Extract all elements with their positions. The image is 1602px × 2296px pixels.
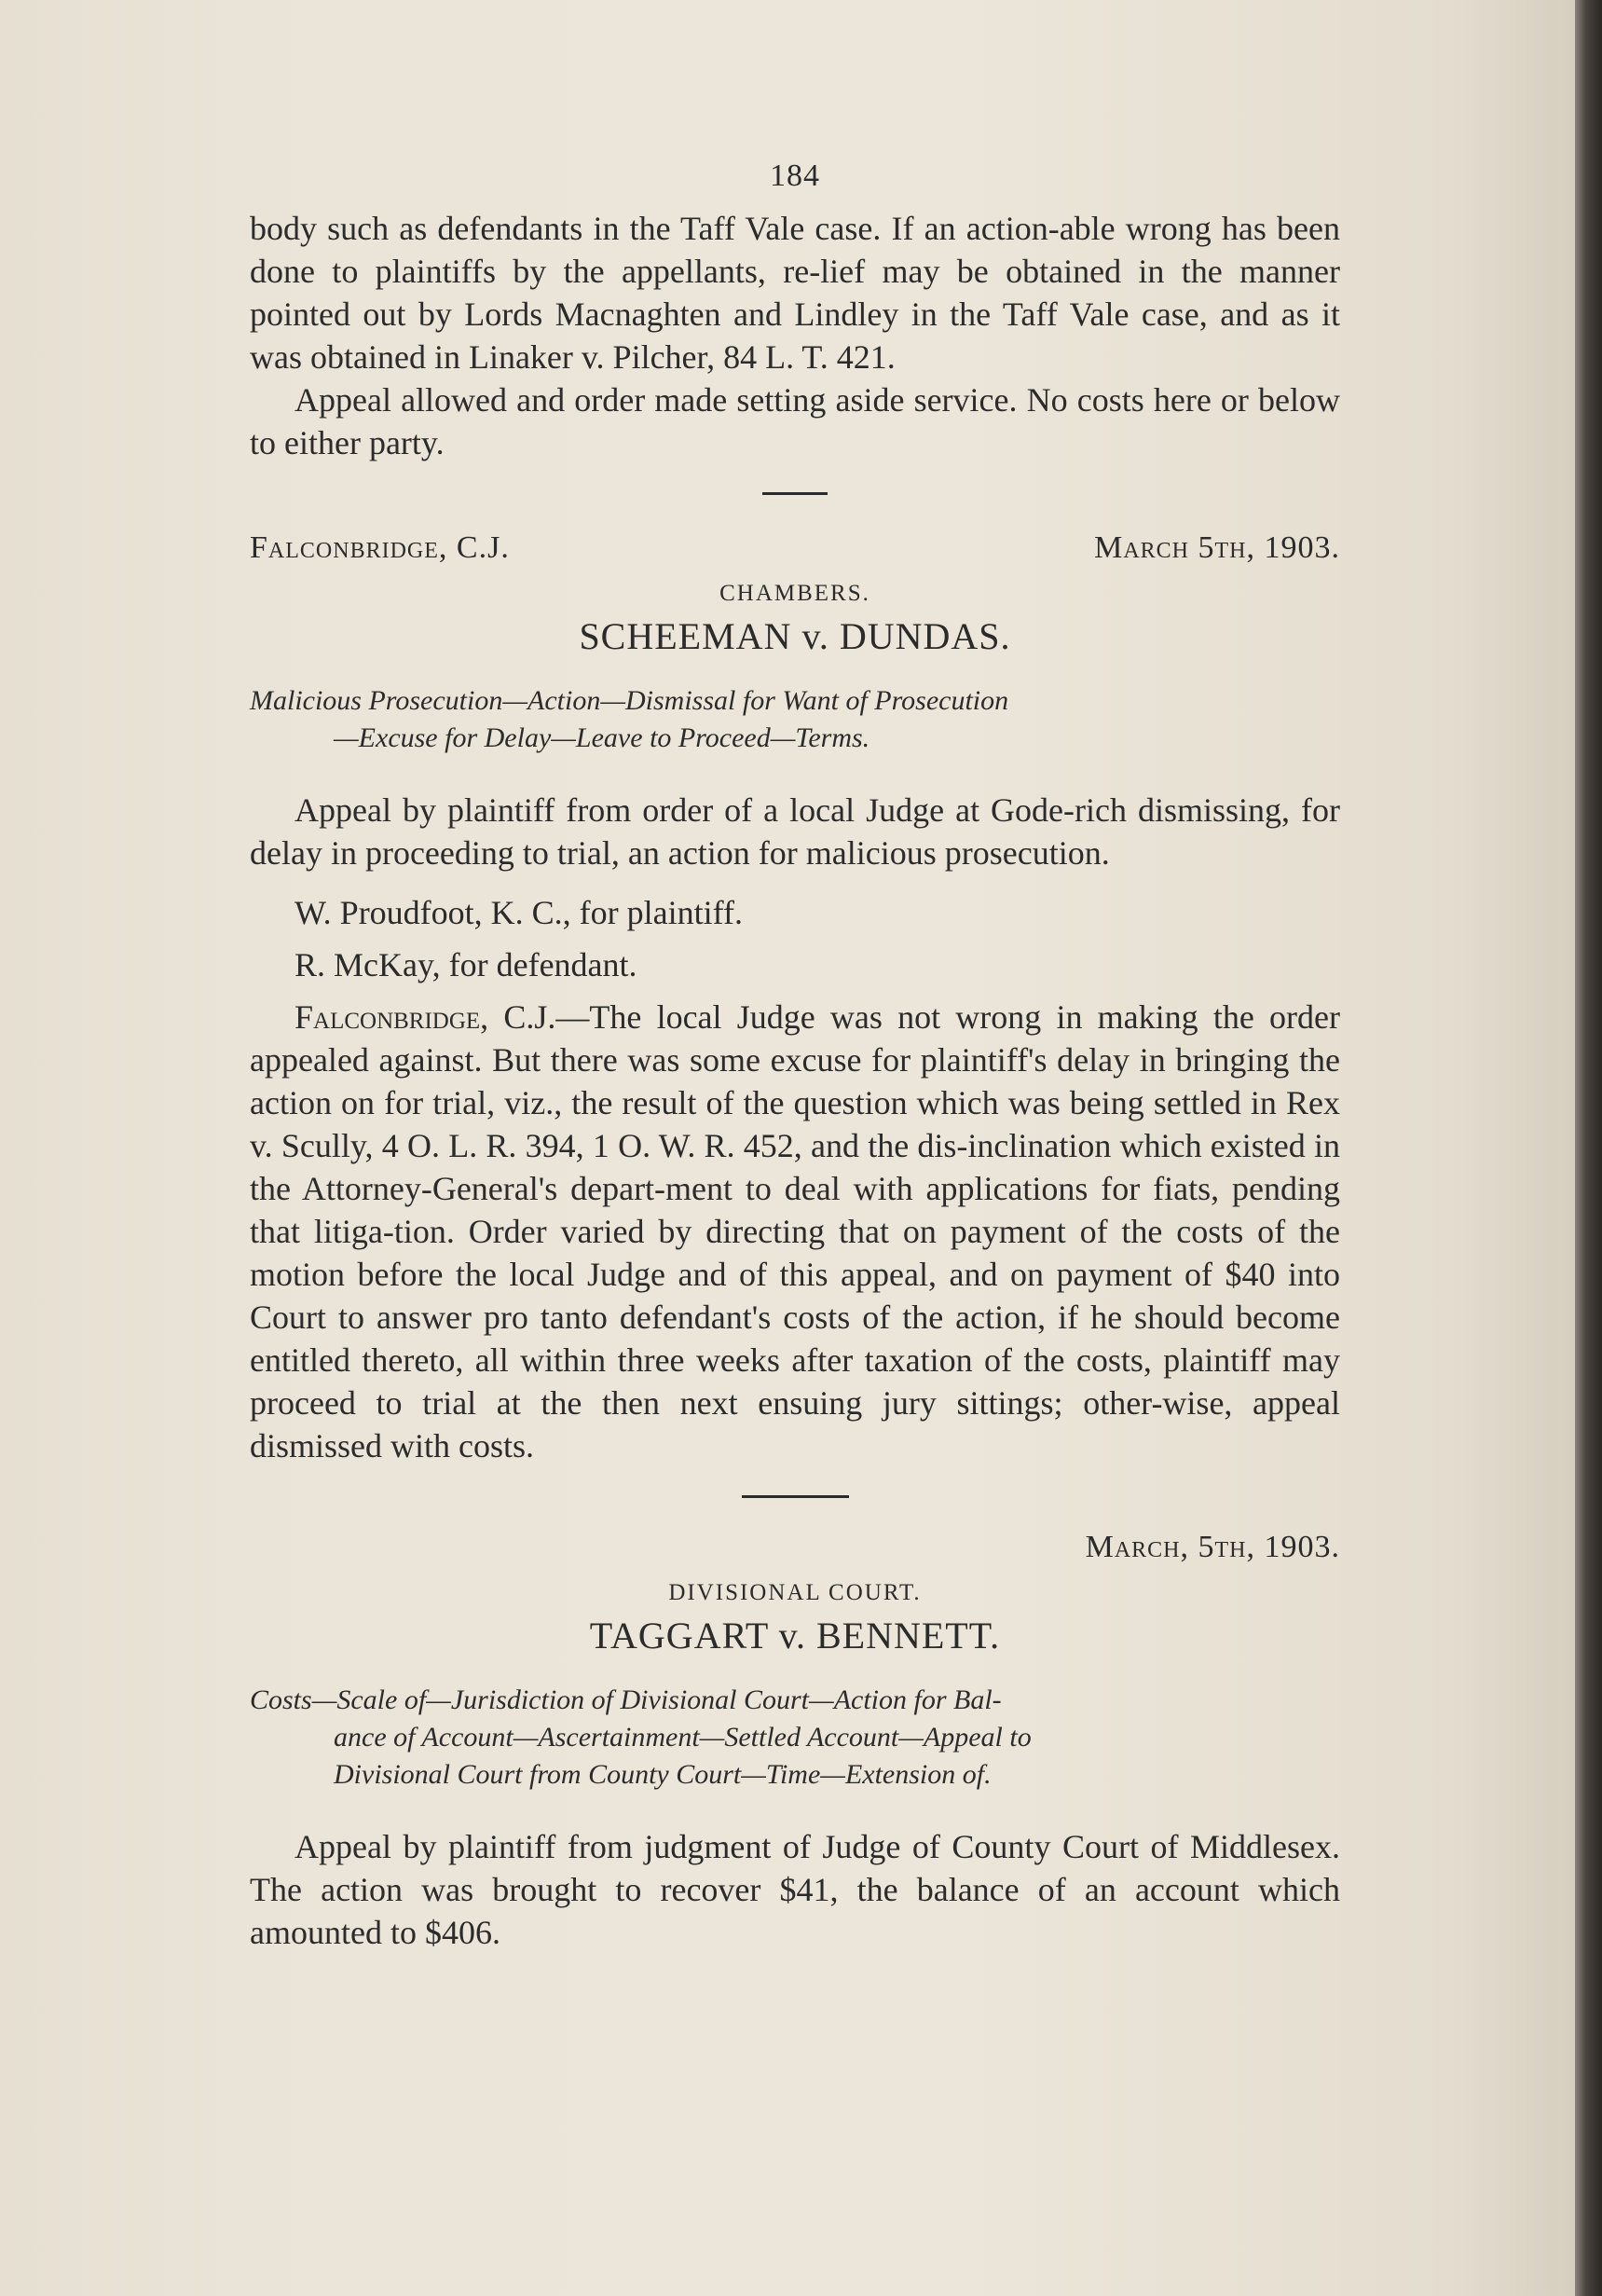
case1-counsel-defendant: R. McKay, for defendant. <box>294 946 637 983</box>
intro-paragraph-1: body such as defendants in the Taff Vale case. If an action-able wrong has been done to plaintiffs by the appellants, re-lief may be obtained in the manner pointed out by Lords Macnaghten and Lindley in the Taff Vale case, and as it was obtained in Linaker v. Pilcher, 84 L. T. 421. <box>250 210 1340 376</box>
case1-judgment <box>250 996 1340 1467</box>
section-divider <box>762 492 828 495</box>
case1-judgment-text: —The local Judge was not wrong in making the order appealed against. But there was some excuse for plaintiff's delay in bringing the action on for trial, viz., the result of the question which was being settled in Rex v. Scully, 4 O. L. R. 394, 1 O. W. R. 452, and the dis-inclination which existed in the Attorney-General's depart-ment to deal with applications for fiats, pending that litiga-tion. Order varied by directing that on payment of the costs of the motion before the local Judge and of this appeal, and on payment of $40 into Court to answer pro tanto defendant's costs of the action, if he should become entitled thereto, all within three weeks after taxation of the costs, plaintiff may proceed to trial at the then next ensuing jury sittings; other-wise, appeal dismissed with costs. <box>250 998 1340 1464</box>
case2-headnote <box>250 1682 1340 1794</box>
case2-date: March, 5th, 1903. <box>1085 1530 1340 1564</box>
case2-headnote-line1: Costs—Scale of—Jurisdiction of Divisional Court—Action for Bal- <box>250 1684 1002 1715</box>
case2-headnote-line3: Divisional Court from County Court—Time—Extension of. <box>334 1759 992 1790</box>
case1-judgment-name: Falconbridge, C.J. <box>294 998 556 1036</box>
case2-headnote-line2: ance of Account—Ascertainment—Settled Account—Appeal to <box>334 1722 1032 1753</box>
page-content <box>250 158 1340 1954</box>
case1-title: SCHEEMAN v. DUNDAS. <box>579 615 1011 657</box>
case1-date: March 5th, 1903. <box>1094 530 1340 565</box>
case1-header <box>250 527 1340 570</box>
case2-court: DIVISIONAL COURT. <box>668 1580 922 1605</box>
case1-headnote <box>250 682 1340 757</box>
case1-headnote-line2: —Excuse for Delay—Leave to Proceed—Terms. <box>334 722 870 753</box>
case1-court: CHAMBERS. <box>719 581 870 606</box>
case2-title: TAGGART v. BENNETT. <box>589 1615 1001 1657</box>
page-number: 184 <box>770 158 820 193</box>
case1-judge: Falconbridge, C.J. <box>250 530 510 565</box>
case1-counsel-plaintiff: W. Proudfoot, K. C., for plaintiff. <box>294 894 743 931</box>
section-divider <box>742 1495 849 1498</box>
intro-paragraph-2: Appeal allowed and order made setting aside service. No costs here or below to either party. <box>250 381 1340 461</box>
book-spine-shadow <box>1575 0 1602 2296</box>
case1-headnote-line1: Malicious Prosecution—Action—Dismissal for Want of Prosecution <box>250 685 1009 716</box>
case2-appeal: Appeal by plaintiff from judgment of Judge of County Court of Middlesex. The action was brought to recover $41, the balance of an account which amounted to $406. <box>250 1828 1340 1951</box>
case2-header <box>250 1526 1340 1569</box>
case1-appeal: Appeal by plaintiff from order of a local Judge at Gode-rich dismissing, for delay in proceeding to trial, an action for malicious prosecution. <box>250 791 1340 872</box>
